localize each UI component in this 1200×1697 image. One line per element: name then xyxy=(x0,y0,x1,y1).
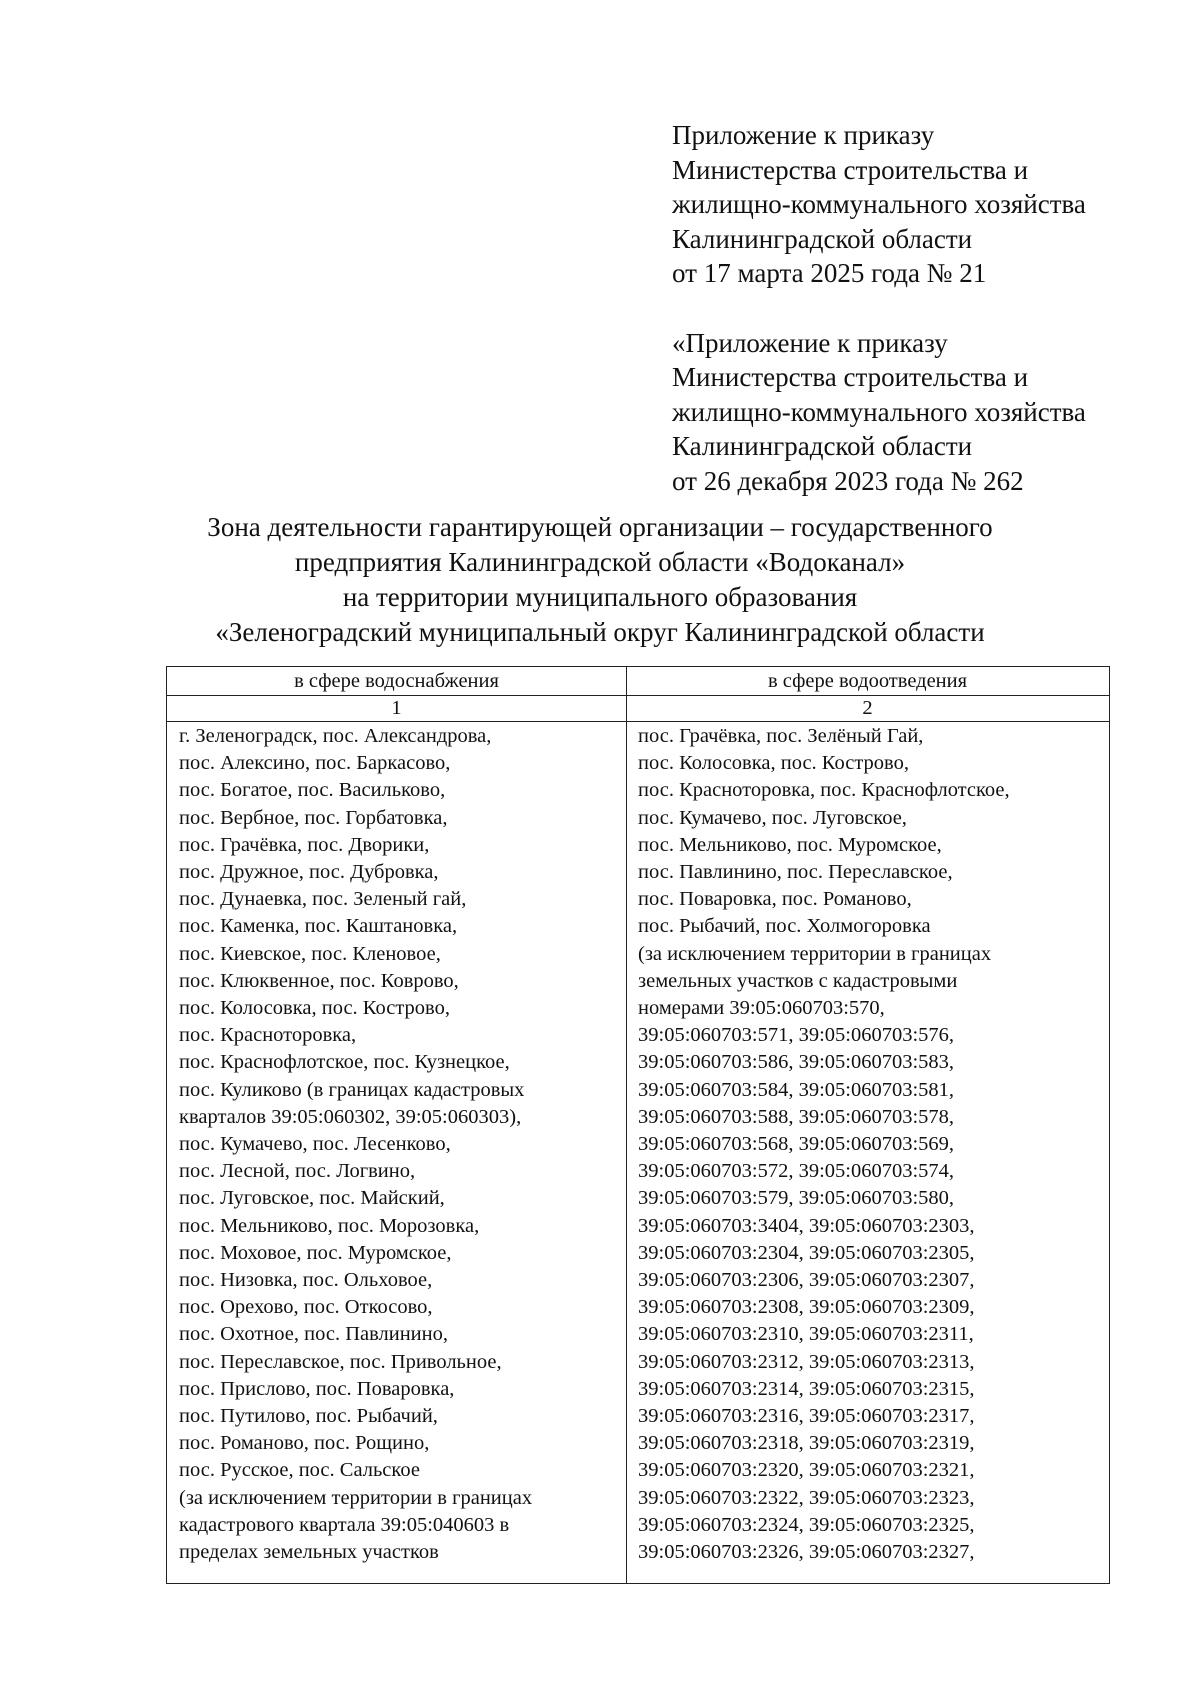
settlement-line: пос. Прислово, пос. Поваровка, xyxy=(179,1377,455,1400)
cadastral-numbers-line: 39:05:060703:2308, 39:05:060703:2309, xyxy=(638,1296,975,1319)
settlement-line: пос. Луговское, пос. Майский, xyxy=(179,1187,445,1210)
cadastral-numbers-line: 39:05:060703:2312, 39:05:060703:2313, xyxy=(638,1350,975,1373)
cadastral-numbers-line: 39:05:060703:586, 39:05:060703:583, xyxy=(638,1051,955,1074)
settlement-line: пос. Алексино, пос. Баркасово, xyxy=(179,752,451,775)
settlement-line: пос. Русское, пос. Сальское xyxy=(179,1459,420,1482)
row-divider xyxy=(167,721,1109,722)
title-line: предприятия Калининградской области «Водоканал» xyxy=(294,547,906,577)
wastewater-cell xyxy=(626,723,1109,1566)
cadastral-numbers-line: 39:05:060703:2316, 39:05:060703:2317, xyxy=(638,1405,975,1428)
service-zone-table xyxy=(166,666,1110,1584)
cadastral-numbers-line: 39:05:060703:2318, 39:05:060703:2319, xyxy=(638,1432,975,1455)
settlement-line: пос. Куликово (в границах кадастровых xyxy=(179,1078,525,1101)
title-line: Зона деятельности гарантирующей организации – государственного xyxy=(207,512,993,542)
settlement-line: пос. Клюквенное, пос. Коврово, xyxy=(179,969,459,992)
settlement-line: пос. Павлинино, пос. Переславское, xyxy=(638,861,953,884)
settlement-line: пос. Рыбачий, пос. Холмогоровка xyxy=(638,915,931,938)
settlement-line: пос. Колосовка, пос. Кострово, xyxy=(179,997,450,1020)
settlement-line: пос. Красноторовка, пос. Краснофлотское, xyxy=(638,779,1010,802)
cadastral-numbers-line: 39:05:060703:2314, 39:05:060703:2315, xyxy=(638,1377,975,1400)
settlement-line: (за исключением территории в границах xyxy=(638,942,992,965)
settlement-line: пос. Орехово, пос. Откосово, xyxy=(179,1296,433,1319)
settlement-line: пос. Путилово, пос. Рыбачий, xyxy=(179,1405,438,1428)
settlement-line: пос. Киевское, пос. Кленовое, xyxy=(179,942,441,965)
settlement-line: пос. Кумачево, пос. Луговское, xyxy=(638,806,907,829)
document-title xyxy=(150,510,1050,650)
cadastral-numbers-line: 39:05:060703:584, 39:05:060703:581, xyxy=(638,1078,955,1101)
annex-line: жилищно-коммунального хозяйства xyxy=(672,189,1086,219)
annex-line: «Приложение к приказу xyxy=(672,327,948,358)
cadastral-numbers-line: 39:05:060703:568, 39:05:060703:569, xyxy=(638,1133,955,1156)
annex-line: Калининградской области xyxy=(672,223,973,254)
settlement-line: пос. Грачёвка, пос. Зелёный Гай, xyxy=(638,725,924,747)
settlement-line: пределах земельных участков xyxy=(179,1541,439,1564)
settlement-line: кварталов 39:05:060302, 39:05:060303), xyxy=(179,1105,522,1128)
annex-date-line: от 26 декабря 2023 года № 262 xyxy=(672,465,1024,496)
settlement-line: пос. Вербное, пос. Горбатовка, xyxy=(179,806,448,829)
settlement-line: пос. Переславское, пос. Привольное, xyxy=(179,1350,502,1373)
column-number-1: 1 xyxy=(391,697,402,719)
title-line: на территории муниципального образования xyxy=(342,582,858,612)
annex-date-line: от 17 марта 2025 года № 21 xyxy=(672,258,987,288)
settlement-line: пос. Кумачево, пос. Лесенково, xyxy=(179,1133,451,1156)
settlement-line: пос. Краснофлотское, пос. Кузнецкое, xyxy=(179,1051,510,1074)
settlement-line: пос. Моховое, пос. Муромское, xyxy=(179,1241,452,1264)
cadastral-numbers-line: 39:05:060703:2304, 39:05:060703:2305, xyxy=(638,1241,975,1264)
settlement-line: пос. Дунаевка, пос. Зеленый гай, xyxy=(179,888,467,911)
settlement-line: пос. Грачёвка, пос. Дворики, xyxy=(179,833,430,856)
annex-line: Приложение к приказу xyxy=(672,120,935,150)
cadastral-numbers-line: 39:05:060703:588, 39:05:060703:578, xyxy=(638,1105,955,1128)
settlement-line: (за исключением территории в границах xyxy=(179,1486,533,1509)
water-supply-cell xyxy=(167,723,626,1566)
cadastral-numbers-line: 39:05:060703:579, 39:05:060703:580, xyxy=(638,1187,955,1210)
annex-line: Министерства строительства и xyxy=(672,154,1029,185)
cadastral-numbers-line: 39:05:060703:572, 39:05:060703:574, xyxy=(638,1160,955,1183)
header-wastewater: в сфере водоотведения xyxy=(767,670,968,692)
title-line: «Зеленоградский муниципальный округ Калининградской области xyxy=(215,617,985,647)
cadastral-numbers-line: 39:05:060703:571, 39:05:060703:576, xyxy=(638,1024,955,1047)
cadastral-numbers-line: 39:05:060703:2322, 39:05:060703:2323, xyxy=(638,1486,975,1509)
settlement-line: кадастрового квартала 39:05:040603 в xyxy=(179,1513,510,1536)
settlement-line: пос. Дружное, пос. Дубровка, xyxy=(179,861,439,884)
annex-line: Министерства строительства и xyxy=(672,362,1029,392)
settlement-line: пос. Колосовка, пос. Кострово, xyxy=(638,752,909,775)
settlement-line: номерами 39:05:060703:570, xyxy=(638,997,885,1020)
settlement-line: пос. Мельниково, пос. Муромское, xyxy=(638,833,942,856)
settlement-line: пос. Лесной, пос. Логвино, xyxy=(179,1160,416,1183)
column-number-2: 2 xyxy=(862,697,873,719)
header-water-supply: в сфере водоснабжения xyxy=(294,670,499,692)
current-order-reference xyxy=(672,118,1172,291)
settlement-line: пос. Богатое, пос. Васильково, xyxy=(179,779,446,802)
settlement-line: пос. Красноторовка, xyxy=(179,1024,357,1047)
annex-header xyxy=(672,118,1172,498)
settlement-line: пос. Романово, пос. Рощино, xyxy=(179,1432,430,1455)
annex-line: Калининградской области xyxy=(672,431,973,461)
cadastral-numbers-line: 39:05:060703:2306, 39:05:060703:2307, xyxy=(638,1269,975,1292)
cadastral-numbers-line: 39:05:060703:2320, 39:05:060703:2321, xyxy=(638,1459,975,1482)
settlement-line: пос. Поваровка, пос. Романово, xyxy=(638,888,912,911)
cadastral-numbers-line: 39:05:060703:2324, 39:05:060703:2325, xyxy=(638,1513,975,1536)
annex-line: жилищно-коммунального хозяйства xyxy=(672,396,1086,427)
settlement-line: пос. Низовка, пос. Ольховое, xyxy=(179,1269,433,1292)
settlement-line: пос. Мельниково, пос. Морозовка, xyxy=(179,1214,480,1237)
cadastral-numbers-line: 39:05:060703:2310, 39:05:060703:2311, xyxy=(638,1323,974,1346)
settlement-line: земельных участков с кадастровыми xyxy=(638,969,958,992)
cadastral-numbers-line: 39:05:060703:2326, 39:05:060703:2327, xyxy=(638,1541,975,1564)
settlement-line: пос. Каменка, пос. Каштановка, xyxy=(179,915,458,938)
cadastral-numbers-line: 39:05:060703:3404, 39:05:060703:2303, xyxy=(638,1214,975,1237)
original-order-reference xyxy=(672,326,1172,499)
settlement-line: пос. Охотное, пос. Павлинино, xyxy=(179,1323,448,1346)
settlement-line: г. Зеленоградск, пос. Александрова, xyxy=(179,725,492,747)
